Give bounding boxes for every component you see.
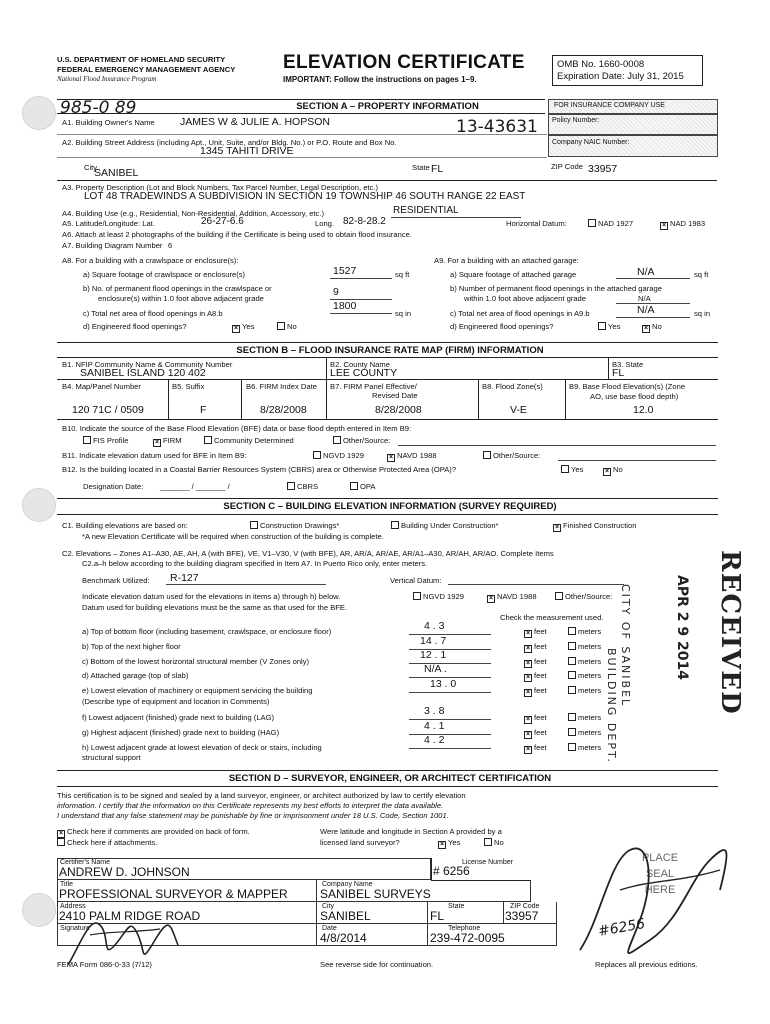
checkbox[interactable] (598, 322, 606, 330)
see-reverse: See reverse side for continuation. (320, 960, 434, 969)
checkbox-checked[interactable]: × (604, 468, 610, 475)
row-a-meters[interactable]: meters (568, 627, 601, 636)
row-b-label: b) Top of the next higher floor (82, 642, 181, 651)
community-name: SANIBEL ISLAND 120 402 (80, 367, 206, 379)
row-f-feet[interactable]: × feet (525, 713, 547, 723)
a3-label: A3. Property Description (Lot and Block Numbers, Tax Parcel Number, Legal Description, etc.) (62, 183, 378, 192)
b3-state: FL (612, 367, 625, 379)
checkbox[interactable] (350, 482, 358, 490)
zip-value: 33957 (588, 163, 618, 175)
a8c-value: 1800 (333, 300, 357, 312)
c2-label: C2. Elevations – Zones A1–A30, AE, AH, A (with BFE), VE, V1–V30, V (with BFE), AR, AR/A, AR/AE, AR/A1–A30, AR/AH, AR/AO. Complete Items (62, 549, 554, 558)
form-number: FEMA Form 086-0-33 (7/12) (57, 960, 152, 969)
row-h-label: h) Lowest adjacent grade at lowest elevation of deck or stairs, including (82, 743, 322, 752)
checkbox[interactable] (568, 728, 576, 736)
agency-line-3: National Flood Insurance Program (57, 75, 157, 83)
checkbox-checked[interactable]: × (58, 830, 64, 837)
checkbox-checked[interactable]: × (525, 645, 531, 652)
a9d-label: d) Engineered flood openings? (450, 322, 554, 331)
checkbox-checked[interactable]: × (154, 439, 160, 446)
checkbox[interactable] (277, 322, 285, 330)
certifier-name: ANDREW D. JOHNSON (59, 865, 190, 879)
row-f-label: f) Lowest adjacent (finished) grade next to building (LAG) (82, 713, 275, 722)
opa-option[interactable]: OPA (350, 482, 375, 491)
checkbox[interactable] (83, 436, 91, 444)
seal-signature (560, 820, 750, 970)
checkbox[interactable] (561, 465, 569, 473)
section-a-title: SECTION A – PROPERTY INFORMATION (296, 101, 479, 112)
b9-label-1: B9. Base Flood Elevation(s) (Zone (569, 382, 686, 391)
cbrs-option[interactable]: CBRS (287, 482, 318, 491)
a8a-label: a) Square footage of crawlspace or enclosure(s) (83, 270, 246, 279)
checkbox[interactable] (568, 657, 576, 665)
cert-text-2: information. I certify that the information on this Certificate represents my best efforts to interpret the data available. (57, 801, 444, 810)
checkbox-checked[interactable]: × (525, 746, 531, 753)
a9d-yes[interactable]: Yes (598, 322, 620, 331)
license-number-label: License Number (462, 859, 513, 866)
d-state-value: FL (430, 909, 445, 923)
row-a-label: a) Top of bottom floor (including basement, crawlspace, or enclosure floor) (82, 627, 332, 636)
row-d-meters[interactable]: meters (568, 671, 601, 680)
c2-navd[interactable]: × NAVD 1988 (488, 592, 537, 602)
benchmark-label: Benchmark Utilized: (82, 576, 150, 585)
diagram-number: 6 (168, 241, 173, 250)
a8b-value: 9 (333, 286, 339, 298)
long-label: Long. (315, 219, 335, 228)
longitude: 82-8-28.2 (343, 216, 386, 227)
checkbox-checked[interactable]: × (525, 660, 531, 667)
checkbox-checked[interactable]: × (233, 325, 239, 332)
row-h-label-2: structural support (82, 753, 141, 762)
punch-hole (22, 96, 56, 130)
a8c-label: c) Total net area of flood openings in A8.b (83, 309, 223, 318)
checkbox[interactable] (391, 521, 399, 529)
a9a-value: N/A (637, 266, 655, 278)
seal-placeholder: PLACE SEAL HERE (641, 852, 679, 896)
row-c-feet[interactable]: × feet (525, 657, 547, 667)
measurement-instruction: Check the measurement used. (500, 613, 604, 622)
checkbox[interactable] (484, 838, 492, 846)
checkbox-checked[interactable]: × (643, 325, 649, 332)
checkbox-checked[interactable]: × (554, 524, 560, 531)
handwritten-note: 985-0 89 (60, 98, 137, 118)
a9c-label: c) Total net area of flood openings in A9.b (450, 309, 590, 318)
b12-label: B12. Is the building located in a Coastal Barrier Resources System (CBRS) area or Otherwise Protected Area (OPA)? (62, 465, 457, 474)
map-panel-number: 120 71C / 0509 (72, 404, 144, 416)
row-d-value: N/A . (424, 663, 447, 675)
b11-ngvd[interactable]: NGVD 1929 (313, 451, 364, 460)
a9a-label: a) Square footage of attached garage (450, 270, 577, 279)
a8-label: A8. For a building with a crawlspace or enclosure(s): (62, 256, 239, 265)
building-use: RESIDENTIAL (393, 205, 459, 216)
row-g-label: g) Highest adjacent (finished) grade next to building (HAG) (82, 728, 280, 737)
vertical-datum-label: Vertical Datum: (390, 576, 442, 585)
date-value: 4/8/2014 (320, 931, 367, 945)
b12-no[interactable]: × No (604, 465, 623, 475)
checkbox-checked[interactable]: × (488, 595, 494, 602)
a8a-value: 1527 (333, 265, 357, 277)
construction-drawings-option[interactable]: Construction Drawings* (250, 521, 339, 530)
checkbox[interactable] (333, 436, 341, 444)
other-source-option[interactable]: Other/Source: (333, 436, 390, 445)
latlong-no[interactable]: No (484, 838, 504, 847)
latlong-yes[interactable]: × Yes (439, 838, 461, 848)
designation-date-label: Designation Date: (83, 482, 144, 491)
checkbox[interactable] (568, 686, 576, 694)
datum-label: Horizontal Datum: (506, 219, 567, 228)
stamp-received: RECEIVED (715, 550, 745, 715)
d-zip-label: ZIP Code (510, 903, 540, 910)
insurance-use-label: FOR INSURANCE COMPANY USE (554, 102, 665, 109)
checkbox-checked[interactable]: × (525, 731, 531, 738)
a8d-no[interactable]: No (277, 322, 297, 331)
title-label: Title (60, 881, 73, 888)
c2-ngvd[interactable]: NGVD 1929 (413, 592, 464, 601)
important-note: IMPORTANT: Follow the instructions on pages 1–9. (283, 75, 477, 84)
b1-label: B1. NFIP Community Name & Community Number (62, 360, 233, 369)
suffix-value: F (200, 404, 207, 416)
city-label: City (84, 163, 98, 172)
datum-note: Datum used for building elevations must be the same as that used for the BFE. (82, 603, 348, 612)
street-address: 1345 TAHITI DRIVE (200, 145, 294, 157)
checkbox[interactable] (250, 521, 258, 529)
b10-label: B10. Indicate the source of the Base Flood Elevation (BFE) data or base flood depth entered in Item B9: (62, 424, 412, 433)
a9c-value: N/A (637, 304, 655, 316)
designation-date-blank: _______ / _______ / (160, 482, 230, 491)
checkbox[interactable] (313, 451, 321, 459)
cert-text-1: This certification is to be signed and sealed by a land surveyor, engineer, or architect authorized by law to certify elevation (57, 791, 466, 800)
sqft-unit: sq ft (395, 270, 410, 279)
checkbox[interactable] (588, 219, 596, 227)
row-b-value: 14 . 7 (420, 635, 447, 647)
checkbox[interactable] (568, 627, 576, 635)
row-e-label: e) Lowest elevation of machinery or equipment servicing the building (82, 686, 313, 695)
a8b-label-1: b) No. of permanent flood openings in the crawlspace or (83, 284, 272, 293)
stamp-date: APR 2 9 2014 (674, 575, 690, 680)
omb-number: OMB No. 1660-0008 (557, 59, 645, 70)
d-state-label: State (448, 903, 465, 910)
county-name: LEE COUNTY (330, 367, 398, 379)
certifier-title: PROFESSIONAL SURVEYOR & MAPPER (59, 887, 288, 901)
signature-label: Signature (60, 925, 90, 932)
section-b-title: SECTION B – FLOOD INSURANCE RATE MAP (FIRM) INFORMATION (236, 345, 544, 356)
checkbox[interactable] (483, 451, 491, 459)
checkbox[interactable] (568, 671, 576, 679)
row-e-value: 13 . 0 (430, 678, 457, 690)
state-value: FL (431, 163, 444, 175)
seal-handwritten-number: #6256 (596, 916, 647, 940)
c2-other[interactable]: Other/Source: (555, 592, 612, 601)
checkbox[interactable] (57, 838, 65, 846)
section-d-title: SECTION D – SURVEYOR, ENGINEER, OR ARCHITECT CERTIFICATION (228, 773, 552, 784)
checkbox[interactable] (568, 713, 576, 721)
state-label: State (412, 163, 430, 172)
row-h-value: 4 . 2 (424, 734, 445, 746)
row-b-feet[interactable]: × feet (525, 642, 547, 652)
agency-line-2: FEDERAL EMERGENCY MANAGEMENT AGENCY (57, 65, 236, 74)
b11-other[interactable]: Other/Source: (483, 451, 540, 460)
row-e-meters[interactable]: meters (568, 686, 601, 695)
a7-label: A7. Building Diagram Number (62, 241, 163, 250)
owner-name: JAMES W & JULIE A. HOPSON (180, 116, 330, 128)
b11-label: B11. Indicate elevation datum used for BFE in Item B9: (62, 451, 247, 460)
row-a-value: 4 . 3 (424, 620, 445, 632)
checkbox[interactable] (568, 743, 576, 751)
d-city-value: SANIBEL (320, 909, 371, 923)
under-construction-option[interactable]: Building Under Construction* (391, 521, 499, 530)
nad1927-option[interactable]: NAD 1927 (588, 219, 633, 228)
certifier-address: 2410 PALM RIDGE ROAD (59, 909, 201, 923)
telephone-value: 239-472-0095 (430, 931, 505, 945)
a8d-label: d) Engineered flood openings? (83, 322, 187, 331)
a8d-yes[interactable]: × Yes (233, 322, 255, 332)
sqin-unit: sq in (395, 309, 412, 318)
nad1983-option[interactable]: × NAD 1983 (661, 219, 706, 229)
row-f-value: 3 . 8 (424, 705, 445, 717)
cert-text-3: I understand that any false statement may be punishable by fine or imprisonment under 18 U.S. Code, Section 1001. (57, 811, 449, 820)
d-zip-value: 33957 (505, 909, 539, 923)
b5-label: B5. Suffix (172, 382, 205, 391)
a9b-label-1: b) Number of permanent flood openings in the attached garage (450, 284, 662, 293)
row-c-value: 12 . 1 (420, 649, 447, 661)
row-a-feet[interactable]: × feet (525, 627, 547, 637)
checkbox-checked[interactable]: × (525, 716, 531, 723)
address-label: Address (60, 903, 86, 910)
a9d-no[interactable]: × No (643, 322, 662, 332)
row-c-label: c) Bottom of the lowest horizontal structural member (V Zones only) (82, 657, 310, 666)
b7-label-1: B7. FIRM Panel Effective/ (330, 382, 417, 391)
a9-label: A9. For a building with an attached garage: (434, 256, 579, 265)
date-label: Date (322, 925, 337, 932)
firm-index-date: 8/28/2008 (260, 404, 307, 416)
certifier-name-label: Certifier's Name (60, 859, 110, 866)
checkbox-checked[interactable]: × (525, 630, 531, 637)
a9-sqft-unit: sq ft (694, 270, 709, 279)
row-g-feet[interactable]: × feet (525, 728, 547, 738)
expiration-date: Expiration Date: July 31, 2015 (557, 71, 684, 82)
company-name: SANIBEL SURVEYS (320, 887, 431, 901)
checkbox-checked[interactable]: × (439, 841, 445, 848)
row-b-meters[interactable]: meters (568, 642, 601, 651)
punch-hole (22, 488, 56, 522)
c1-note: *A new Elevation Certificate will be required when construction of the building is complete. (82, 532, 384, 541)
checkbox[interactable] (413, 592, 421, 600)
property-description: LOT 48 TRADEWINDS A SUBDIVISION IN SECTION 19 TOWNSHIP 46 SOUTH RANGE 22 EAST (84, 191, 526, 202)
latlong-question-1: Were latitude and longitude in Section A provided by a (320, 827, 502, 836)
stamp-dept-1: BUILDING DEPT. (605, 648, 618, 764)
row-g-meters[interactable]: meters (568, 728, 601, 737)
a8b-label-2: enclosure(s) within 1.0 foot above adjacent grade (98, 294, 264, 303)
b4-label: B4. Map/Panel Number (62, 382, 141, 391)
row-d-label: d) Attached garage (top of slab) (82, 671, 189, 680)
indicate-datum-label: Indicate elevation datum used for the elevations in items a) through h) below. (82, 592, 341, 601)
firm-option[interactable]: × FIRM (154, 436, 182, 446)
a9b-value: N/A (638, 294, 651, 303)
comments-check[interactable]: × Check here if comments are provided on back of form. (58, 827, 250, 837)
row-h-meters[interactable]: meters (568, 743, 601, 752)
c1-label: C1. Building elevations are based on: (62, 521, 188, 530)
b9-label-2: AO, use base flood depth) (590, 392, 679, 401)
replaces-editions: Replaces all previous editions. (595, 960, 698, 969)
b12-yes[interactable]: Yes (561, 465, 583, 474)
a2-label: A2. Building Street Address (including Apt., Unit, Suite, and/or Bldg. No.) or P.O. Route and Box No. (62, 138, 397, 147)
row-f-meters[interactable]: meters (568, 713, 601, 722)
checkbox-checked[interactable]: × (661, 222, 667, 229)
a6-label: A6. Attach at least 2 photographs of the building if the Certificate is being used to obtain flood insurance. (62, 230, 412, 239)
firm-effective-date: 8/28/2008 (375, 404, 422, 416)
section-c-title: SECTION C – BUILDING ELEVATION INFORMATION (SURVEY REQUIRED) (223, 501, 557, 512)
checkbox-checked[interactable]: × (525, 689, 531, 696)
company-naic-label: Company NAIC Number: (552, 139, 630, 146)
policy-number-label: Policy Number: (552, 117, 600, 124)
latlong-question-2: licensed land surveyor? (320, 838, 400, 847)
telephone-label: Telephone (448, 925, 481, 932)
checkbox-checked[interactable]: × (525, 674, 531, 681)
row-g-value: 4 . 1 (424, 720, 445, 732)
a5-label: A5. Latitude/Longitude: Lat. (62, 219, 155, 228)
fis-profile-option[interactable]: FIS Profile (83, 436, 128, 445)
c2-label-2: C2.a–h below according to the building diagram specified in Item A7. In Puerto Rico only, enter meters. (82, 559, 428, 568)
row-d-feet[interactable]: × feet (525, 671, 547, 681)
finished-construction-option[interactable]: × Finished Construction (554, 521, 637, 531)
row-e-label-2: (Describe type of equipment and location in Comments) (82, 697, 270, 706)
base-flood-elevation: 12.0 (633, 404, 654, 416)
form-title: ELEVATION CERTIFICATE (283, 52, 525, 73)
row-e-feet[interactable]: × feet (525, 686, 547, 696)
attachments-check[interactable]: Check here if attachments. (57, 838, 157, 847)
row-c-meters[interactable]: meters (568, 657, 601, 666)
benchmark-value: R-127 (170, 572, 199, 584)
b7-label-2: Revised Date (372, 391, 418, 400)
zip-label: ZIP Code (551, 162, 583, 171)
d-city-label: City (322, 903, 335, 910)
b8-label: B8. Flood Zone(s) (482, 382, 543, 391)
company-label: Company Name (322, 881, 373, 888)
stamp-dept-2: CITY OF SANIBEL (619, 584, 632, 708)
checkbox[interactable] (568, 642, 576, 650)
a4-label: A4. Building Use (e.g., Residential, Non-Residential, Addition, Accessory, etc.) (62, 209, 324, 218)
checkbox[interactable] (287, 482, 295, 490)
community-determined-option[interactable]: Community Determined (204, 436, 294, 445)
checkbox-checked[interactable]: × (388, 454, 394, 461)
handwritten-policy-number: 13-43631 (456, 117, 538, 137)
a1-label: A1. Building Owner's Name (62, 118, 155, 127)
punch-hole (22, 893, 56, 927)
b6-label: B6. FIRM Index Date (246, 382, 317, 391)
checkbox[interactable] (204, 436, 212, 444)
agency-line-1: U.S. DEPARTMENT OF HOMELAND SECURITY (57, 55, 226, 64)
b11-navd[interactable]: × NAVD 1988 (388, 451, 437, 461)
b2-label: B2. County Name (330, 360, 390, 369)
a9-sqin-unit: sq in (694, 309, 711, 318)
a9b-label-2: within 1.0 foot above adjacent grade (464, 294, 587, 303)
b3-label: B3. State (612, 360, 644, 369)
license-number: # 6256 (433, 864, 470, 878)
latitude: 26-27-6.6 (201, 216, 244, 227)
city-value: SANIBEL (94, 167, 139, 179)
row-h-feet[interactable]: × feet (525, 743, 547, 753)
flood-zone: V-E (510, 404, 527, 416)
checkbox[interactable] (555, 592, 563, 600)
